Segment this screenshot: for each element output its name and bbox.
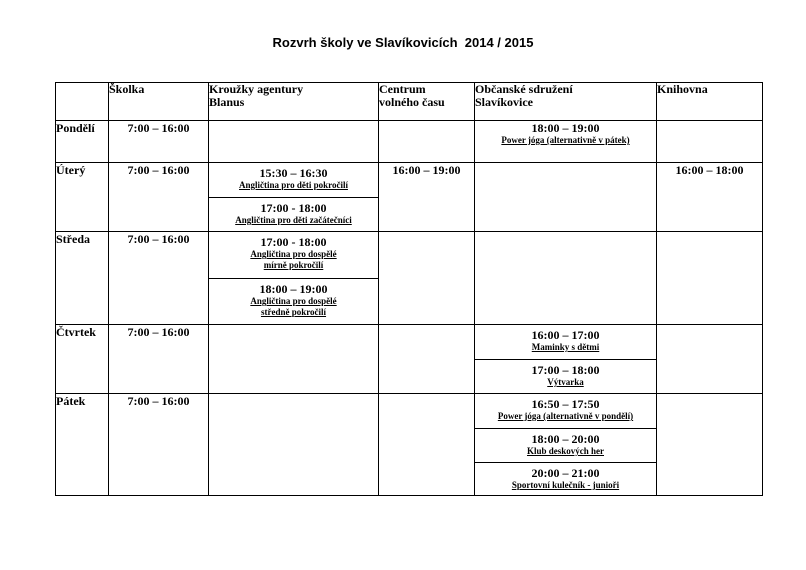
row-monday	[56, 121, 763, 163]
activity-block	[475, 121, 656, 146]
knihovna-thursday	[657, 325, 763, 394]
activity-name: Power jóga (alternativně v pátek)	[501, 135, 630, 145]
header-os-line1: Občanské sdružení	[475, 82, 573, 96]
os-monday	[475, 121, 657, 163]
activity-name: Výtvarka	[547, 377, 584, 387]
header-blanus-line2: Blanus	[209, 95, 245, 109]
row-wednesday	[56, 232, 763, 325]
header-blanus	[209, 83, 379, 121]
header-corner	[56, 83, 109, 121]
blanus-monday	[209, 121, 379, 163]
skolka-tuesday: 7:00 – 16:00	[109, 163, 209, 232]
activity-name: Angličtina pro dospělé	[250, 249, 337, 259]
activity-name: Angličtina pro dospělé	[250, 296, 337, 306]
row-tuesday	[56, 163, 763, 232]
knihovna-friday	[657, 394, 763, 496]
activity-time: 15:30 – 16:30	[259, 166, 328, 180]
knihovna-monday	[657, 121, 763, 163]
activity-time: 18:00 – 20:00	[531, 432, 600, 446]
activity-block	[209, 232, 378, 278]
activity-block	[475, 394, 656, 428]
header-skolka: Školka	[109, 83, 209, 121]
activity-block	[209, 278, 378, 324]
row-friday	[56, 394, 763, 496]
blanus-friday	[209, 394, 379, 496]
activity-block	[475, 462, 656, 495]
activity-name: Maminky s dětmi	[531, 342, 600, 352]
activity-time: 18:00 – 19:00	[531, 121, 600, 135]
header-cvc	[379, 83, 475, 121]
header-row	[56, 83, 763, 121]
skolka-wednesday: 7:00 – 16:00	[109, 232, 209, 325]
activity-level: mírně pokročilí	[263, 260, 324, 270]
skolka-monday: 7:00 – 16:00	[109, 121, 209, 163]
header-os	[475, 83, 657, 121]
activity-time: 16:50 – 17:50	[531, 397, 600, 411]
os-friday	[475, 394, 657, 496]
os-tuesday	[475, 163, 657, 232]
page-title: Rozvrh školy ve Slavíkovicích 2014 / 2015	[272, 35, 534, 50]
day-tuesday: Úterý	[56, 163, 109, 232]
activity-name: Power jóga (alternativně v pondělí)	[497, 411, 634, 421]
cvc-thursday	[379, 325, 475, 394]
header-cvc-line1: Centrum	[379, 82, 426, 96]
activity-block	[209, 163, 378, 197]
activity-name: Klub deskových her	[526, 446, 604, 456]
activity-block	[475, 428, 656, 462]
day-friday: Pátek	[56, 394, 109, 496]
knihovna-wednesday	[657, 232, 763, 325]
activity-time: 17:00 - 18:00	[260, 201, 327, 215]
activity-block	[475, 325, 656, 359]
activity-name: Sportovní kulečník - junioři	[511, 480, 620, 490]
schedule-table	[55, 82, 763, 496]
os-wednesday	[475, 232, 657, 325]
activity-time: 18:00 – 19:00	[259, 282, 328, 296]
cvc-tuesday: 16:00 – 19:00	[379, 163, 475, 232]
blanus-thursday	[209, 325, 379, 394]
cvc-monday	[379, 121, 475, 163]
skolka-friday: 7:00 – 16:00	[109, 394, 209, 496]
cvc-wednesday	[379, 232, 475, 325]
activity-name: Angličtina pro děti začátečníci	[235, 215, 352, 225]
day-wednesday: Středa	[56, 232, 109, 325]
activity-level: středně pokročilí	[260, 307, 327, 317]
activity-name: Angličtina pro děti pokročilí	[239, 180, 348, 190]
activity-block	[209, 197, 378, 231]
day-thursday: Čtvrtek	[56, 325, 109, 394]
header-knihovna: Knihovna	[657, 83, 763, 121]
activity-time: 17:00 – 18:00	[531, 363, 600, 377]
blanus-tuesday	[209, 163, 379, 232]
os-thursday	[475, 325, 657, 394]
header-cvc-line2: volného času	[379, 95, 445, 109]
day-monday: Pondělí	[56, 121, 109, 163]
blanus-wednesday	[209, 232, 379, 325]
skolka-thursday: 7:00 – 16:00	[109, 325, 209, 394]
activity-time: 20:00 – 21:00	[531, 466, 600, 480]
header-blanus-line1: Kroužky agentury	[209, 82, 304, 96]
header-os-line2: Slavíkovice	[475, 95, 534, 109]
row-thursday	[56, 325, 763, 394]
activity-block	[475, 359, 656, 393]
activity-time: 17:00 - 18:00	[260, 235, 327, 249]
knihovna-tuesday: 16:00 – 18:00	[657, 163, 763, 232]
activity-time: 16:00 – 17:00	[531, 328, 600, 342]
cvc-friday	[379, 394, 475, 496]
